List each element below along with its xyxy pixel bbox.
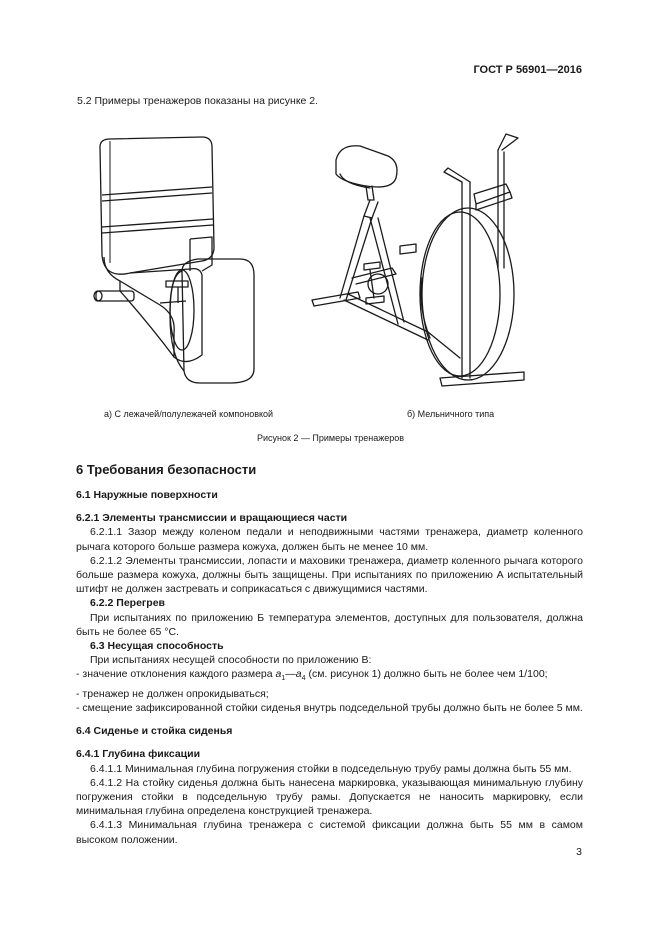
- paragraph-6-2-2: При испытаниях по приложению Б температура элементов, доступных для пользователя, должна быть не более 65 °С.: [76, 611, 583, 638]
- section-title: 6 Требования безопасности: [76, 462, 257, 477]
- list-item-tipping: - тренажер не должен опрокидываться;: [76, 687, 269, 700]
- seat-back: [100, 137, 214, 274]
- heading-6-1: 6.1 Наружные поверхности: [76, 489, 218, 501]
- heading-6-4: 6.4 Сиденье и стойка сиденья: [76, 725, 233, 738]
- left-figure-caption: а) С лежачей/полулежачей компоновкой: [104, 409, 274, 419]
- heading-6-3: 6.3 Несущая способность: [90, 640, 224, 653]
- recumbent-bike-illustration: [90, 135, 260, 390]
- figure-caption: Рисунок 2 — Примеры тренажеров: [256, 433, 405, 443]
- heading-6-2-2: 6.2.2 Перегрев: [90, 597, 165, 610]
- air-bike-illustration: [300, 128, 530, 390]
- paragraph-6-2-1-2: 6.2.1.2 Элементы трансмиссии, лопасти и маховики тренажера, диаметр коленного рычага которого больше размера кожуха, должны быть защищены. При испытаниях по приложению А испытательный штифт не должен застревать и соприкасаться с движущимися частями.: [76, 554, 583, 596]
- paragraph-6-4-1-1: 6.4.1.1 Минимальная глубина погружения стойки в подседельную трубу рамы должна быть 55 мм.: [90, 762, 572, 775]
- bike-seat: [336, 146, 397, 187]
- paragraph-6-2-1-1: 6.2.1.1 Зазор между коленом педали и неподвижными частями тренажера, диаметр коленного рычага которого больше размера кожуха, должен быть не менее 10 мм.: [76, 526, 583, 553]
- paragraph-6-4-1-3: 6.4.1.3 Минимальная глубина тренажера с системой фиксации должна быть 55 мм в самом высоком положении.: [76, 819, 583, 846]
- list-item-displacement: - смещение зафиксированной стойки сиденья внутрь подседельной трубы должно быть не более 5 мм.: [76, 701, 583, 714]
- intro-paragraph: 5.2 Примеры тренажеров показаны на рисунке 2.: [77, 95, 319, 107]
- heading-6-2-1: 6.2.1 Элементы трансмиссии и вращающиеся части: [76, 512, 348, 525]
- right-figure-caption: б) Мельничного типа: [407, 409, 495, 419]
- flywheel-cover: [182, 259, 254, 383]
- page-number: 3: [576, 846, 582, 858]
- document-id: ГОСТ Р 56901—2016: [473, 64, 582, 76]
- heading-6-4-1: 6.4.1 Глубина фиксации: [76, 748, 201, 761]
- section-content: [76, 456, 583, 847]
- paragraph-6-4-1-2: 6.4.1.2 На стойку сиденья должна быть нанесена маркировка, указывающая минимальную глубину погружения стойки в подседельную трубу рамы. Допускается не наносить маркировку, если минимальная глубина определена конструкцией тренажера.: [76, 776, 583, 818]
- paragraph-6-3: При испытаниях несущей способности по приложению В:: [90, 654, 372, 667]
- list-item-deflection: - значение отклонения каждого размера $a_1—a_4$ (см. рисунок 1) должно быть не более чем 1/100;: [76, 668, 548, 683]
